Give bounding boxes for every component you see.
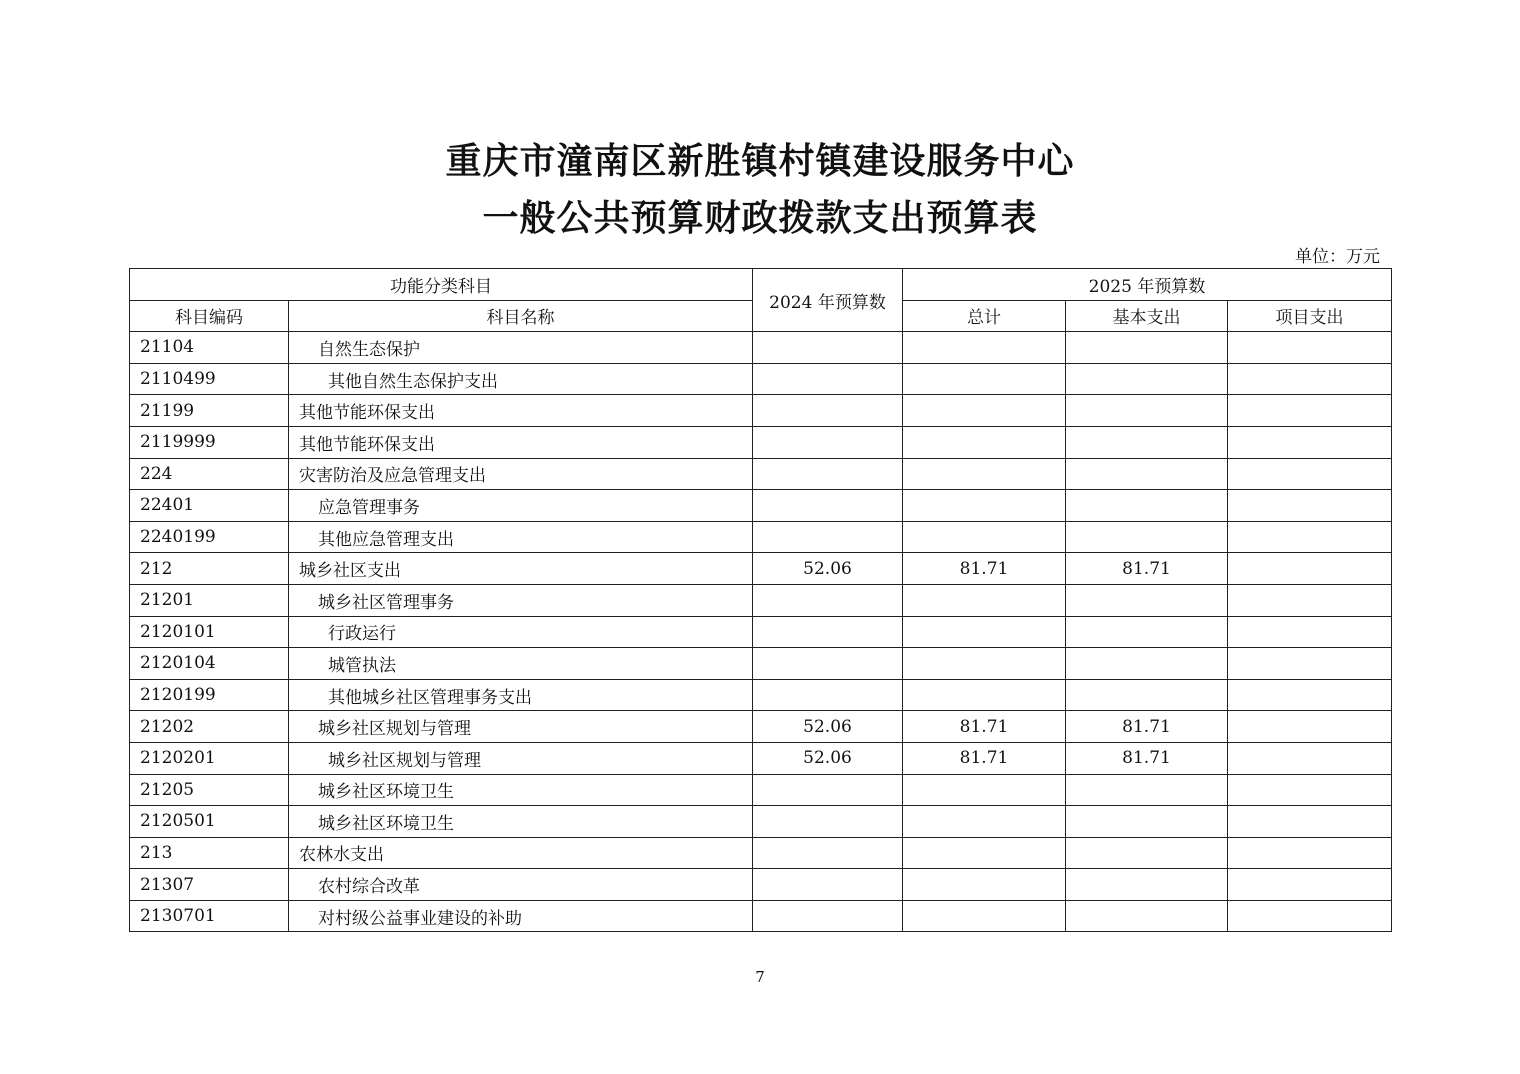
table-row xyxy=(130,521,1392,553)
cell-name: 城乡社区管理事务 xyxy=(289,584,753,616)
cell-basic xyxy=(1066,332,1228,364)
header-budget-2024: 2024 年预算数 xyxy=(753,269,903,332)
cell-basic: 81.71 xyxy=(1066,742,1228,774)
cell-project xyxy=(1228,648,1392,680)
cell-project xyxy=(1228,458,1392,490)
cell-code: 2119999 xyxy=(130,426,289,458)
cell-code: 2120201 xyxy=(130,742,289,774)
table-row xyxy=(130,363,1392,395)
header-name: 科目名称 xyxy=(289,300,753,332)
cell-code: 2110499 xyxy=(130,363,289,395)
cell-name: 其他节能环保支出 xyxy=(289,395,753,427)
cell-basic xyxy=(1066,395,1228,427)
cell-budget-2024 xyxy=(753,395,903,427)
cell-name: 城乡社区环境卫生 xyxy=(289,806,753,838)
cell-name: 城管执法 xyxy=(289,648,753,680)
cell-total xyxy=(903,458,1066,490)
cell-total xyxy=(903,648,1066,680)
cell-basic xyxy=(1066,584,1228,616)
cell-project xyxy=(1228,553,1392,585)
cell-basic xyxy=(1066,426,1228,458)
unit-label: 单位：万元 xyxy=(1295,247,1380,267)
cell-basic xyxy=(1066,837,1228,869)
cell-total xyxy=(903,363,1066,395)
cell-budget-2024 xyxy=(753,900,903,932)
cell-code: 2120104 xyxy=(130,648,289,680)
cell-name: 城乡社区规划与管理 xyxy=(289,742,753,774)
cell-basic xyxy=(1066,900,1228,932)
cell-code: 213 xyxy=(130,837,289,869)
cell-basic: 81.71 xyxy=(1066,553,1228,585)
cell-budget-2024 xyxy=(753,679,903,711)
cell-basic xyxy=(1066,616,1228,648)
table-row xyxy=(130,869,1392,901)
table-row xyxy=(130,332,1392,364)
cell-budget-2024 xyxy=(753,458,903,490)
table-row xyxy=(130,900,1392,932)
cell-name: 对村级公益事业建设的补助 xyxy=(289,900,753,932)
cell-project xyxy=(1228,395,1392,427)
cell-code: 21201 xyxy=(130,584,289,616)
cell-total xyxy=(903,395,1066,427)
cell-code: 21202 xyxy=(130,711,289,743)
cell-basic: 81.71 xyxy=(1066,711,1228,743)
header-code: 科目编码 xyxy=(130,300,289,332)
cell-budget-2024 xyxy=(753,648,903,680)
cell-budget-2024 xyxy=(753,869,903,901)
cell-name: 城乡社区支出 xyxy=(289,553,753,585)
cell-project xyxy=(1228,900,1392,932)
cell-name: 农林水支出 xyxy=(289,837,753,869)
table-row xyxy=(130,490,1392,522)
header-project: 项目支出 xyxy=(1228,300,1392,332)
cell-name: 行政运行 xyxy=(289,616,753,648)
cell-total xyxy=(903,426,1066,458)
header-func-class: 功能分类科目 xyxy=(130,269,753,301)
cell-total xyxy=(903,490,1066,522)
cell-project xyxy=(1228,490,1392,522)
cell-project xyxy=(1228,332,1392,364)
cell-budget-2024 xyxy=(753,806,903,838)
cell-total xyxy=(903,869,1066,901)
cell-project xyxy=(1228,521,1392,553)
cell-basic xyxy=(1066,869,1228,901)
table-row xyxy=(130,742,1392,774)
table-row xyxy=(130,679,1392,711)
table-row xyxy=(130,395,1392,427)
cell-code: 21307 xyxy=(130,869,289,901)
cell-total xyxy=(903,616,1066,648)
cell-basic xyxy=(1066,490,1228,522)
cell-basic xyxy=(1066,458,1228,490)
cell-basic xyxy=(1066,521,1228,553)
cell-budget-2024 xyxy=(753,616,903,648)
cell-basic xyxy=(1066,648,1228,680)
cell-project xyxy=(1228,616,1392,648)
header-basic: 基本支出 xyxy=(1066,300,1228,332)
cell-code: 22401 xyxy=(130,490,289,522)
cell-name: 城乡社区环境卫生 xyxy=(289,774,753,806)
cell-code: 212 xyxy=(130,553,289,585)
cell-name: 其他应急管理支出 xyxy=(289,521,753,553)
cell-total xyxy=(903,584,1066,616)
cell-code: 224 xyxy=(130,458,289,490)
table-row xyxy=(130,584,1392,616)
cell-total: 81.71 xyxy=(903,742,1066,774)
cell-code: 2120501 xyxy=(130,806,289,838)
cell-budget-2024 xyxy=(753,363,903,395)
document-title-line1: 重庆市潼南区新胜镇村镇建设服务中心 xyxy=(445,140,1075,182)
table-body xyxy=(130,332,1392,932)
cell-code: 21104 xyxy=(130,332,289,364)
cell-code: 21199 xyxy=(130,395,289,427)
table-row xyxy=(130,711,1392,743)
cell-project xyxy=(1228,837,1392,869)
table-row xyxy=(130,553,1392,585)
cell-budget-2024: 52.06 xyxy=(753,742,903,774)
cell-project xyxy=(1228,584,1392,616)
table-row xyxy=(130,426,1392,458)
cell-total xyxy=(903,521,1066,553)
cell-name: 农村综合改革 xyxy=(289,869,753,901)
cell-name: 应急管理事务 xyxy=(289,490,753,522)
cell-project xyxy=(1228,679,1392,711)
table-row xyxy=(130,774,1392,806)
header-row-1 xyxy=(130,269,1392,301)
cell-total: 81.71 xyxy=(903,711,1066,743)
cell-name: 其他城乡社区管理事务支出 xyxy=(289,679,753,711)
cell-budget-2024 xyxy=(753,426,903,458)
cell-budget-2024 xyxy=(753,774,903,806)
cell-total xyxy=(903,900,1066,932)
document-title-line2: 一般公共预算财政拨款支出预算表 xyxy=(482,197,1038,239)
cell-budget-2024 xyxy=(753,584,903,616)
cell-total xyxy=(903,332,1066,364)
cell-total: 81.71 xyxy=(903,553,1066,585)
cell-basic xyxy=(1066,774,1228,806)
cell-basic xyxy=(1066,679,1228,711)
cell-name: 灾害防治及应急管理支出 xyxy=(289,458,753,490)
cell-code: 2240199 xyxy=(130,521,289,553)
cell-name: 其他节能环保支出 xyxy=(289,426,753,458)
cell-name: 其他自然生态保护支出 xyxy=(289,363,753,395)
cell-name: 自然生态保护 xyxy=(289,332,753,364)
cell-code: 2130701 xyxy=(130,900,289,932)
cell-budget-2024 xyxy=(753,837,903,869)
budget-table xyxy=(129,268,1392,932)
cell-project xyxy=(1228,869,1392,901)
header-budget-2025: 2025 年预算数 xyxy=(903,269,1392,301)
cell-budget-2024: 52.06 xyxy=(753,711,903,743)
table-row xyxy=(130,458,1392,490)
table-row xyxy=(130,648,1392,680)
header-total: 总计 xyxy=(903,300,1066,332)
cell-project xyxy=(1228,806,1392,838)
cell-budget-2024 xyxy=(753,521,903,553)
table-row xyxy=(130,837,1392,869)
cell-project xyxy=(1228,363,1392,395)
cell-project xyxy=(1228,426,1392,458)
table-row xyxy=(130,806,1392,838)
cell-code: 21205 xyxy=(130,774,289,806)
cell-total xyxy=(903,774,1066,806)
page-number: 7 xyxy=(755,968,765,986)
cell-total xyxy=(903,806,1066,838)
cell-total xyxy=(903,837,1066,869)
cell-code: 2120101 xyxy=(130,616,289,648)
cell-code: 2120199 xyxy=(130,679,289,711)
cell-project xyxy=(1228,742,1392,774)
cell-budget-2024 xyxy=(753,332,903,364)
cell-name: 城乡社区规划与管理 xyxy=(289,711,753,743)
cell-basic xyxy=(1066,806,1228,838)
cell-total xyxy=(903,679,1066,711)
cell-budget-2024: 52.06 xyxy=(753,553,903,585)
table-row xyxy=(130,616,1392,648)
cell-project xyxy=(1228,711,1392,743)
cell-project xyxy=(1228,774,1392,806)
cell-budget-2024 xyxy=(753,490,903,522)
cell-basic xyxy=(1066,363,1228,395)
